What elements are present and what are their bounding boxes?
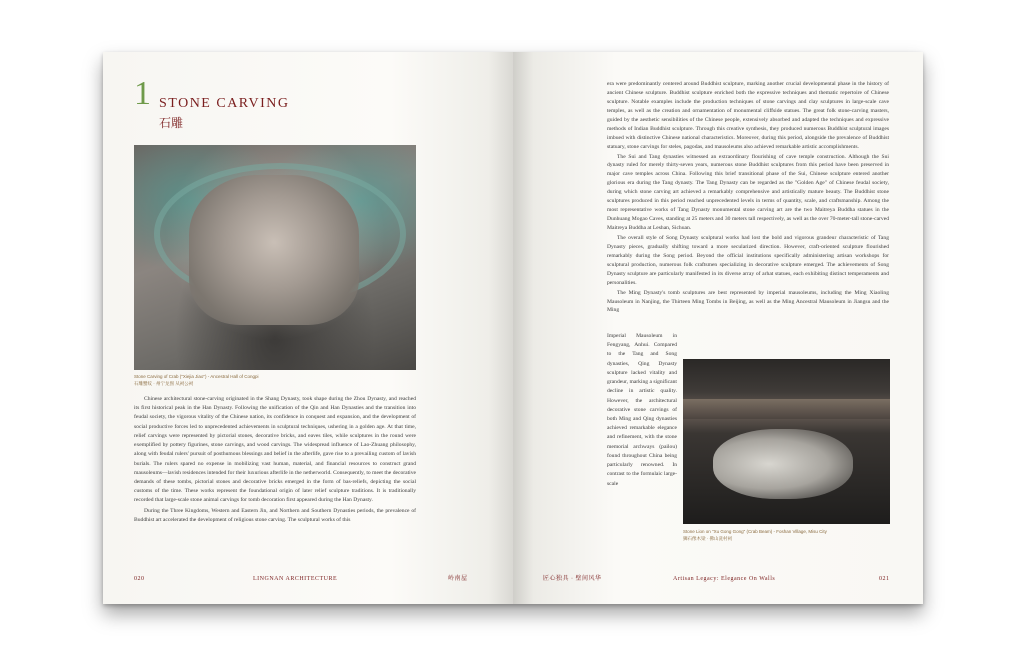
photo-caption xyxy=(683,529,890,543)
chapter-title: STONE CARVING xyxy=(159,96,290,111)
page-number-left: 020 xyxy=(134,576,145,582)
right-body-text xyxy=(607,80,889,316)
left-page xyxy=(103,52,513,604)
paragraph: During the Three Kingdoms, Western and Eastern Jin, and Northern and Southern Dynasties periods, the prevalence of Buddhist art accelerated the development of religious stone carving. The sculptural works of this xyxy=(134,507,416,523)
photo-caption-cn: 石雕蟹纹 · 州宁龙图 从祠公祠 xyxy=(134,380,194,386)
footer-title-left: LINGNAN ARCHITECTURE xyxy=(253,576,338,582)
chapter-title-cn: 石雕 xyxy=(159,116,184,130)
paragraph: The Ming Dynasty's tomb sculptures are best represented by imperial mausoleums, including the Ming Xiaoling Mausoleum in Nanjing, the Thirteen Ming Tombs in Beijing, as well as the Ming Ancestral Mausoleum in Jiangsu and the Ming xyxy=(607,289,889,314)
stone-carving-photo xyxy=(134,145,416,370)
stone-lion xyxy=(713,429,853,499)
paragraph: The overall style of Song Dynasty sculptural works had lost the bold and vigorous grandeur characteristic of Tang Dynasty pieces, gradually shifting toward a more secularized direction. However, craft-oriented sculpture flourished remarkably during the Song period. Beyond the official institutions specifically administering artisan workshops for sculptural production, numerous folk craftsmen specializing in decorative sculpture emerged. The achievements of Song Dynasty sculpture are particularly manifested in its diverse array of arhat statues, each exhibiting distinct temperaments and personalities. xyxy=(607,234,889,286)
paragraph: Chinese architectural stone-carving originated in the Shang Dynasty, took shape during the Zhou Dynasty, and reached its first historical peak in the Han Dynasty. Following the unification of the Qin and Han Dynasties and the transition into feudal society, the vigorous vitality of the Chinese nation, its confidence in conquest and expansion, and the development of social productive forces led to unprecedented achievements in sculptural techniques, ushering in a golden age. At that time, relief carvings were represented by pictorial stones, decorative bricks, and eaves tiles, while sculptures in the round were exemplified by pottery figurines, stone carvings, and wood carvings. The widespread influence of Lao-Zhuang philosophy, along with feudal rulers' pursuit of posthumous blessings and belief in the afterlife, gave rise to a prevailing custom of lavish burials. The rulers spared no expense in mobilizing vast human, material, and financial resources to construct grand mausoleums—lavish residences intended for their luxurious afterlife in the netherworld. Consequently, to meet the decorative demands of these tombs, pictorial stones and decorative bricks emerged in the form of bas-reliefs, depicting the social customs of the time. These works represent the foundational origin of later relief sculpture traditions. It is traditionally recorded that large-scale stone animal carvings for tomb decoration first appeared during the Han Dynasty. xyxy=(134,396,416,504)
footer-cn-left: 岭南屋 xyxy=(448,576,468,582)
chapter-number: 1 xyxy=(134,75,151,112)
photo-caption xyxy=(134,374,334,388)
paragraph: era were predominantly centered around Buddhist sculpture, marking another crucial developmental phase in the history of ancient Chinese sculpture. Buddhist sculpture enriched both the expressive techniques and thematic repertoire of Chinese sculpture. Notable examples include the production techniques of stone carvings and clay sculptures in large-scale cave temples, as well as the creation and ornamentation of monumental cliffside statues. The great folk stone-carving masters, guided by the aesthetic sensibilities of the Chinese people, extensively absorbed and adapted the techniques and expressive methods of Indian Buddhist sculpture. Through this creative synthesis, they produced numerous Buddhist sculptural images imbued with distinctive Chinese national characteristics. Moreover, during this period, alongside the prevalence of Buddhist statuary, stone carvings for steles, pagodas, and mausoleums also achieved remarkable artistic accomplishments. xyxy=(607,81,889,150)
footer-cn-right: 匠心独具 · 壁间风华 xyxy=(543,576,602,582)
carving-figure xyxy=(189,175,359,325)
left-body-text xyxy=(134,395,416,526)
photo-caption-cn: 狮石像木梁 · 佛山冼村祠 xyxy=(683,535,732,541)
photo-caption-en: Stone Lion on "Xu Gong Gong" (Crab Beam) - Foshan Village, Misu City xyxy=(683,529,827,534)
book-spread xyxy=(103,52,923,604)
photo-caption-en: Stone Carving of Crab ("Xiejia Jiao") - Ancestral Hall of Congpi xyxy=(134,374,259,379)
right-page xyxy=(513,52,923,604)
paragraph: The Sui and Tang dynasties witnessed an extraordinary flourishing of cave temple construction. Although the Sui dynasty ruled for merely thirty-seven years, numerous stone Buddhist sculptures from this period have been preserved in major cave temples across China. Following this brief transitional phase of the Sui, Chinese sculpture entered another glorious era during the Tang dynasty. The Tang Dynasty can be regarded as the "Golden Age" of Chinese feudal society, during which stone carving art achieved a remarkably comprehensive and artistically mature beauty. The Buddhist stone sculptures produced in this period reached unprecedented levels in terms of quantity, scale, and craftsmanship. Among the most representative works of Tang Dynasty monumental stone carving art are the two Maitreya Buddha statues in the Dunhuang Mogao Caves, standing at 25 meters and 30 meters tall respectively, as well as the over 70-meter-tall stone-carved Maitreya Buddha at Leshan, Sichuan. xyxy=(607,153,889,231)
page-number-right: 021 xyxy=(879,576,890,582)
wood-beam xyxy=(683,399,890,419)
right-narrow-text: Imperial Mausoleum in Fengyang, Anhui. Compared to the Tang and Song dynasties, Qing Dynasty sculpture lacked vitality and grandeur, marking a significant decline in artistic quality. However, the architectural decorative stone carvings of both Ming and Qing dynasties achieved remarkable elegance and refinement, with the stone memorial archways (pailou) found throughout China being particularly renowned. In contrast to the formulaic large-scale xyxy=(607,333,677,487)
stone-lion-photo xyxy=(683,359,890,524)
footer-title-right: Artisan Legacy: Elegance On Walls xyxy=(673,576,776,582)
